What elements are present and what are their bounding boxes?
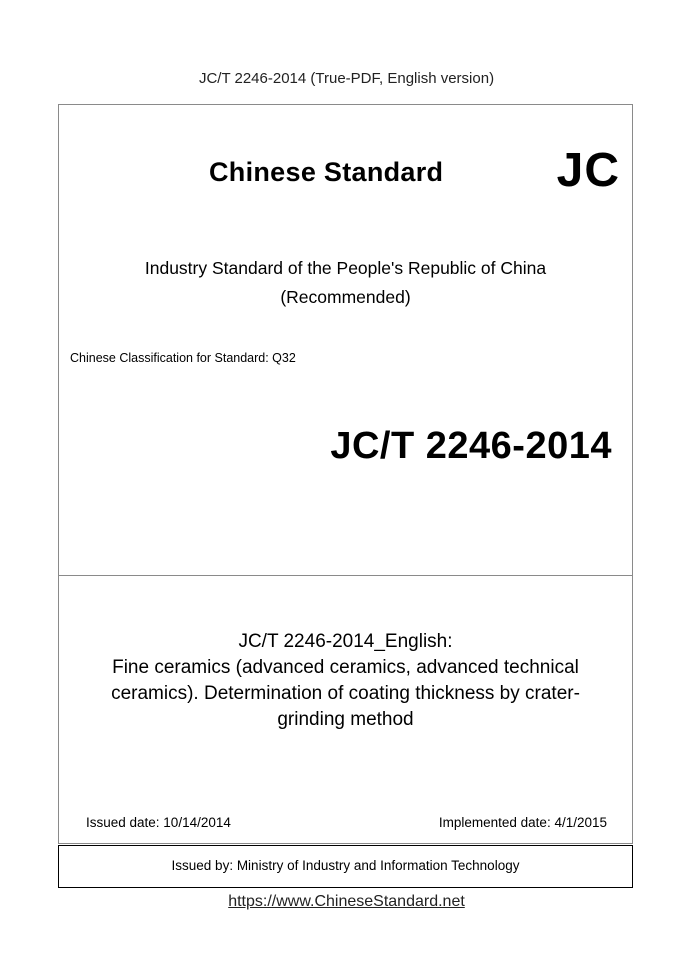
- title-line: grinding method: [277, 709, 414, 730]
- classification-label: Chinese Classification for Standard: Q32: [70, 351, 296, 365]
- page-header: JC/T 2246-2014 (True-PDF, English version): [198, 70, 495, 87]
- title-line: Fine ceramics (advanced ceramics, advanced technical: [112, 657, 579, 678]
- industry-standard-line: Industry Standard of the People's Republic of China: [144, 258, 547, 278]
- standard-title: Chinese Standard: [209, 157, 444, 187]
- issuer-box: Issued by: Ministry of Industry and Information Technology: [58, 845, 633, 888]
- section-divider: [59, 575, 632, 576]
- recommended-line: (Recommended): [280, 287, 411, 307]
- title-line: ceramics). Determination of coating thickness by crater-: [111, 683, 580, 704]
- title-line: JC/T 2246-2014_English:: [238, 631, 453, 652]
- standard-number: JC/T 2246-2014: [330, 425, 612, 467]
- document-title: [59, 629, 632, 733]
- cover-frame: [58, 104, 633, 844]
- implemented-date: Implemented date: 4/1/2015: [438, 815, 607, 830]
- standard-code-mark: JC: [556, 144, 620, 197]
- issued-date: Issued date: 10/14/2014: [86, 815, 231, 830]
- website-link[interactable]: https://www.ChineseStandard.net: [228, 893, 465, 910]
